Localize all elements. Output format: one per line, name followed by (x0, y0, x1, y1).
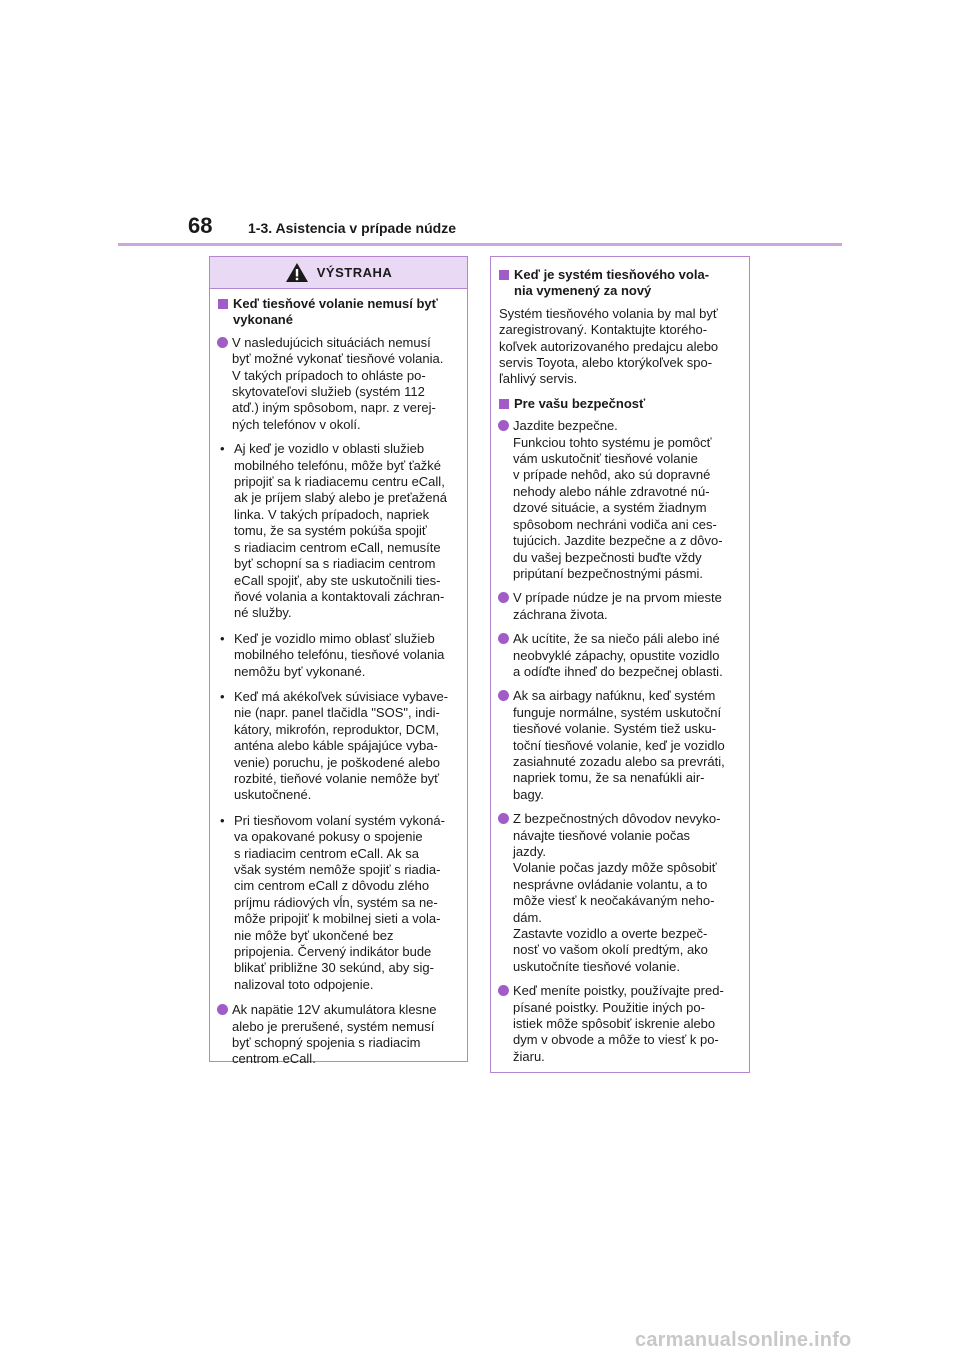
warning-last-item (218, 1002, 459, 1068)
warning-intro-text: V nasledujúcich situáciách nemusí byť možné vykonať tiesňové volania. V takých prípadoch to ohláste po- skytovateľovi služieb (systém 112 atď.) iným spôsobom, napr. z verej- ných telefónov v okolí. (232, 334, 444, 432)
warning-box (209, 256, 468, 1067)
safety-item (499, 418, 741, 582)
warning-bullet-text: Pri tiesňovom volaní systém vykoná- va opakované pokusy o spojenie s riadiacim centrom eCall. Ak sa však systém nemôže spojiť s riadia- cim centrom eCall z dôvodu zlého príjmu rádiových vĺn, systém sa ne- môže pripojiť k mobilnej sieti a vola- nie môže byť ukončené bez pripojenia. Červený indikátor bude blikať približne 30 sekúnd, aby sig- nalizoval toto odpojenie. (234, 812, 445, 992)
warning-last-text: Ak napätie 12V akumulátora klesne alebo je prerušené, systém nemusí byť schopný spojenia s riadiacim centrom eCall. (232, 1002, 437, 1067)
warning-heading (218, 296, 459, 329)
circle-bullet-icon (217, 1004, 228, 1015)
safety-item (499, 631, 741, 680)
square-bullet-icon (218, 299, 228, 309)
safety-item-text: V prípade núdze je na prvom mieste záchrana života. (513, 590, 722, 622)
circle-bullet-icon (498, 420, 509, 431)
circle-bullet-icon (498, 985, 509, 996)
info-heading-text: Keď je systém tiesňového vola- nia vymenený za nový (514, 267, 710, 299)
warning-bullet (218, 631, 459, 680)
header-rule (118, 243, 842, 246)
info-heading-text: Pre vašu bezpečnosť (514, 395, 646, 411)
warning-heading-text: Keď tiesňové volanie nemusí byť vykonané (233, 296, 438, 328)
safety-item-text: Ak ucítite, že sa niečo páli alebo iné neobvyklé zápachy, opustite vozidlo a odíďte ihneď do bezpečnej oblasti. (513, 631, 723, 679)
warning-header (210, 257, 467, 289)
circle-bullet-icon (498, 592, 509, 603)
circle-bullet-icon (498, 690, 509, 701)
warning-bullet (218, 689, 459, 804)
circle-bullet-icon (217, 337, 228, 348)
safety-item (499, 983, 741, 1065)
page-number: 68 (188, 213, 213, 238)
safety-item (499, 590, 741, 623)
bullet-dot-icon: • (220, 630, 225, 646)
bullet-dot-icon: • (220, 688, 225, 704)
warning-intro-item (218, 335, 459, 433)
safety-item-text: Keď meníte poistky, používajte pred- písané poistky. Použitie iných po- istiek môže spôsobiť iskrenie alebo dym v obvode a môže to viesť k po- žiaru. (513, 983, 724, 1064)
warning-triangle-icon (285, 262, 309, 283)
circle-bullet-icon (498, 633, 509, 644)
info-paragraph: Systém tiesňového volania by mal byť zaregistrovaný. Kontaktujte ktorého- koľvek autorizovaného predajcu alebo servis Toyota, alebo ktorýkoľvek spo- ľahlivý servis. (499, 305, 719, 387)
warning-title: VÝSTRAHA (316, 265, 393, 280)
info-heading-replaced (499, 267, 741, 300)
info-box (490, 256, 750, 1073)
safety-item (499, 688, 741, 803)
bullet-dot-icon: • (220, 441, 225, 457)
warning-bullet-text: Keď má akékoľvek súvisiace vybave- nie (napr. panel tlačidla "SOS", indi- kátory, mikrofón, reproduktor, DCM, anténa alebo káble spájajúce vyba- venie) poruchu, je poškodené alebo rozbité, tieňové volanie nemôže byť uskutočnené. (234, 688, 449, 803)
square-bullet-icon (499, 399, 509, 409)
warning-bullet (218, 441, 459, 621)
square-bullet-icon (499, 270, 509, 280)
warning-bullet-text: Aj keď je vozidlo v oblasti služieb mobilného telefónu, môže byť ťažké pripojiť sa k riadiacemu centru eCall, ak je príjem slabý alebo je preťažená linka. V takých prípadoch, napriek tomu, že sa systém pokúša spojiť s riadiacim centrom eCall, nemusíte byť schopní sa s riadiacim centrom eCall spojiť, aby ste uskutočnili ties- ňové volania a kontaktovali záchran- né služby. (234, 441, 447, 621)
safety-item-text: Z bezpečnostných dôvodov nevyko- návajte tiesňové volanie počas jazdy. Volanie počas jazdy môže spôsobiť nesprávne ovládanie volantu, a to môže viesť k neočakávaným neho- dám. Zastavte vozidlo a overte bezpeč- nosť vo vašom okolí predtým, ako uskutočníte tiesňové volanie. (513, 811, 721, 974)
warning-bullet-text: Keď je vozidlo mimo oblasť služieb mobilného telefónu, tiesňové volania nemôžu byť vykonané. (234, 630, 445, 679)
circle-bullet-icon (498, 813, 509, 824)
safety-item-text: Jazdite bezpečne. Funkciou tohto systému je pomôcť vám uskutočniť tiesňové volanie v prípade nehôd, ako sú dopravné nehody alebo náhle zdravotné nú- dzové situácie, a systém žiadnym spôsobom nechráni vodiča ani ces- tujúcich. Jazdite bezpečne a z dôvo- du vašej bezpečnosti buďte vždy pripútaní bezpečnostnými pásmi. (513, 418, 723, 581)
warning-content (210, 289, 467, 1068)
info-content (491, 257, 749, 1065)
section-title: 1-3. Asistencia v prípade núdze (248, 220, 456, 236)
safety-item (499, 811, 741, 975)
bullet-dot-icon: • (220, 812, 225, 828)
info-heading-safety (499, 396, 741, 412)
safety-item-text: Ak sa airbagy nafúknu, keď systém funguje normálne, systém uskutoční tiesňové volanie. Systém tiež usku- toční tiesňové volanie, keď je vozidlo zasiahnuté zozadu alebo sa prevráti, napriek tomu, že sa nenafúkli air- bagy. (513, 688, 725, 802)
warning-bullet (218, 813, 459, 993)
watermark: carmanualsonline.info (635, 1329, 852, 1351)
